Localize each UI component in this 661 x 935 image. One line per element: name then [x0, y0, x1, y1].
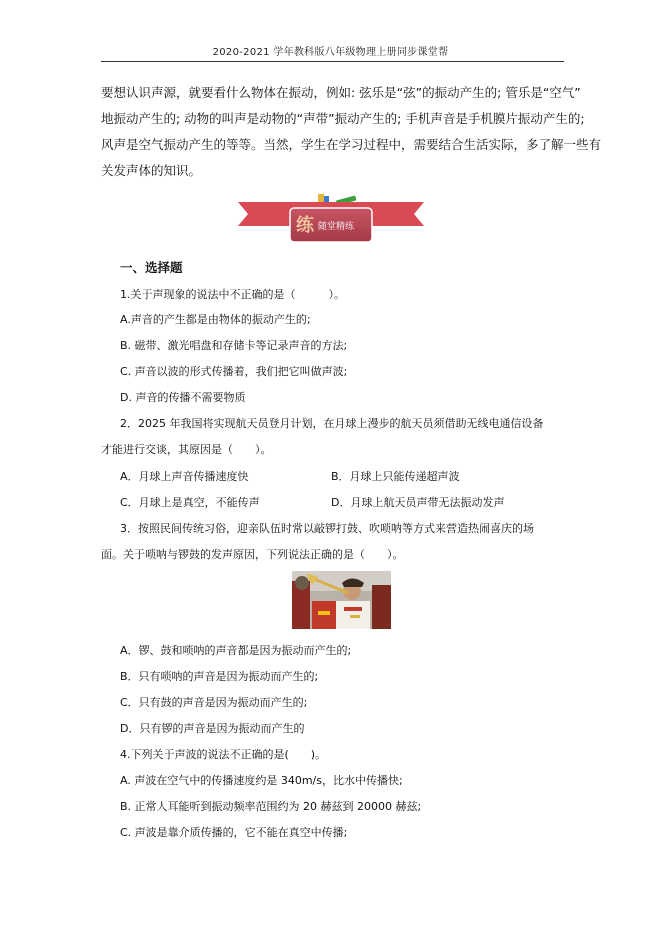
section-title: 一、选择题 [120, 260, 183, 275]
practice-banner [238, 190, 424, 246]
question-2-option-c: C．月球上是真空，不能传声 [120, 496, 260, 509]
question-3-stem-line: 面。关于唢呐与锣鼓的发声原因，下列说法正确的是（ ）。 [101, 548, 404, 561]
question-3-option-d: D．只有锣的声音是因为振动而产生的 [120, 722, 305, 735]
question-4-option-a: A. 声波在空气中的传播速度约是 340m/s，比水中传播快; [120, 774, 403, 787]
question-3-option-b: B．只有唢呐的声音是因为振动而产生的; [120, 670, 319, 683]
banner-graphic [238, 190, 424, 246]
question-2-option-d: D．月球上航天员声带无法振动发声 [331, 496, 505, 509]
intro-paragraph [101, 80, 602, 184]
intro-line: 关发声体的知识。 [101, 163, 202, 178]
header-rule [101, 61, 564, 62]
header-title: 2020-2021 学年教科版八年级物理上册同步课堂帮 [212, 47, 449, 58]
suona-musician-photo [292, 571, 391, 629]
question-3-option-c: C．只有鼓的声音是因为振动而产生的; [120, 696, 308, 709]
banner-char: 练 [296, 215, 314, 236]
banner-label: 随堂精练 [318, 222, 355, 232]
question-1-option-b: B. 磁带、激光唱盘和存储卡等记录声音的方法; [120, 339, 348, 352]
question-4-option-b: B. 正常人耳能听到振动频率范围约为 20 赫兹到 20000 赫兹; [120, 800, 422, 813]
question-2-stem-line: 2．2025 年我国将实现航天员登月计划，在月球上漫步的航天员须借助无线电通信设备 [120, 417, 544, 430]
intro-line: 地振动产生的; 动物的叫声是动物的“声带”振动产生的; 手机声音是手机膜片振动产生的; [101, 111, 585, 126]
question-4-option-c: C. 声波是靠介质传播的，它不能在真空中传播; [120, 826, 348, 839]
question-3-option-a: A．锣、鼓和唢呐的声音都是因为振动而产生的; [120, 644, 352, 657]
question-1-stem: 1.关于声现象的说法中不正确的是（ ）。 [120, 288, 345, 301]
question-2-option-b: B．月球上只能传递超声波 [331, 470, 460, 483]
question-1-option-a: A.声音的产生都是由物体的振动产生的; [120, 313, 311, 326]
question-1-option-c: C. 声音以波的形式传播着，我们把它叫做声波; [120, 365, 348, 378]
question-4-stem: 4.下列关于声波的说法不正确的是( )。 [120, 748, 327, 761]
question-1-option-d: D. 声音的传播不需要物质 [120, 391, 246, 404]
intro-line: 要想认识声源，就要看什么物体在振动，例如: 弦乐是“弦”的振动产生的; 管乐是“空气” [101, 85, 581, 100]
intro-line: 风声是空气振动产生的等等。当然，学生在学习过程中，需要结合生活实际，多了解一些有 [101, 137, 602, 152]
question-2-option-a: A．月球上声音传播速度快 [120, 470, 249, 483]
photo-graphic [292, 571, 391, 629]
question-3-stem-line: 3．按照民间传统习俗，迎亲队伍时常以敲锣打鼓、吹唢呐等方式来营造热闹喜庆的场 [120, 522, 534, 535]
question-2-stem-line: 才能进行交谈，其原因是（ ）。 [101, 443, 272, 456]
